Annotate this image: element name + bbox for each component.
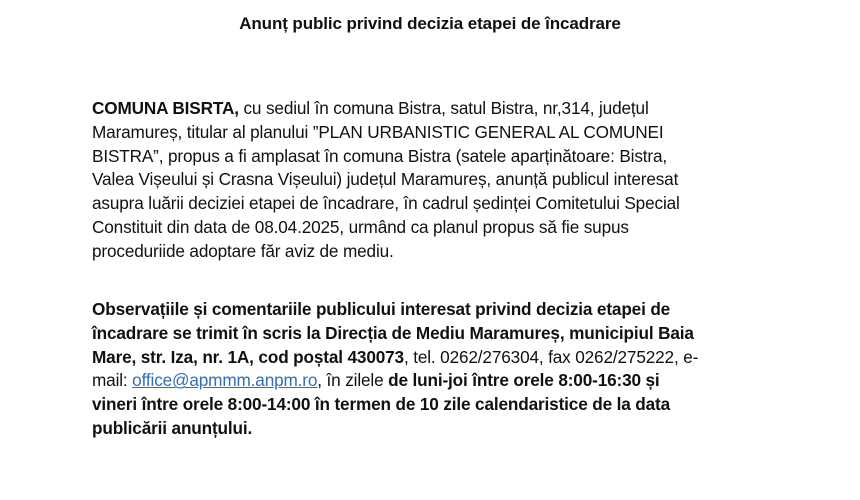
email-link[interactable]: office@apmmm.anpm.ro: [132, 370, 318, 391]
email-label: mail:: [92, 370, 133, 391]
paragraph-line: Maramureș, titular al planului ”PLAN URBANISTIC GENERAL AL COMUNEI: [92, 121, 664, 142]
address-text: Mare, str. Iza, nr. 1A, cod poștal 430073: [92, 346, 404, 367]
paragraph-line: vineri între orele 8:00-14:00 în termen de 10 zile calendaristice de la data: [92, 394, 671, 415]
paragraph-line: proceduriide adoptare făr aviz de mediu.: [92, 240, 394, 261]
paragraph-line: [92, 346, 792, 370]
paragraph-line: [92, 97, 792, 121]
line-text: , în zilele: [317, 370, 389, 391]
paragraph-line: BISTRA”, propus a fi amplasat în comuna Bistra (satele aparținătoare: Bistra,: [92, 145, 667, 166]
schedule-text: de luni-joi între orele 8:00-16:30 și: [388, 370, 660, 391]
contact-phone-fax: , tel. 0262/276304, fax 0262/275222, e-: [403, 346, 699, 367]
document-title: Anunț public privind decizia etapei de încadrare: [239, 14, 621, 33]
applicant-name: COMUNA BISRTA,: [92, 98, 239, 118]
paragraph-line: încadrare se trimit în scris la Direcția de Mediu Maramureș, municipiul Baia: [92, 322, 694, 343]
paragraph-line: Valea Vișeului și Crasna Vișeului) județul Maramureș, anunță publicul interesat: [92, 169, 679, 190]
paragraph-line: asupra luării deciziei etapei de încadrare, în cadrul ședinței Comitetului Special: [92, 193, 680, 214]
paragraph-line: Observațiile și comentariile publicului interesat privind decizia etapei de: [92, 299, 671, 319]
paragraph-line: [92, 369, 792, 393]
paragraph-line: Constituit din data de 08.04.2025, urmând ca planul propus să fie supus: [92, 216, 629, 237]
paragraph-announcement: [92, 97, 792, 264]
paragraph-line: publicării anunțului.: [92, 417, 253, 438]
paragraph-observations: [92, 298, 792, 441]
line-text: cu sediul în comuna Bistra, satul Bistra, nr,314, județul: [238, 98, 649, 118]
